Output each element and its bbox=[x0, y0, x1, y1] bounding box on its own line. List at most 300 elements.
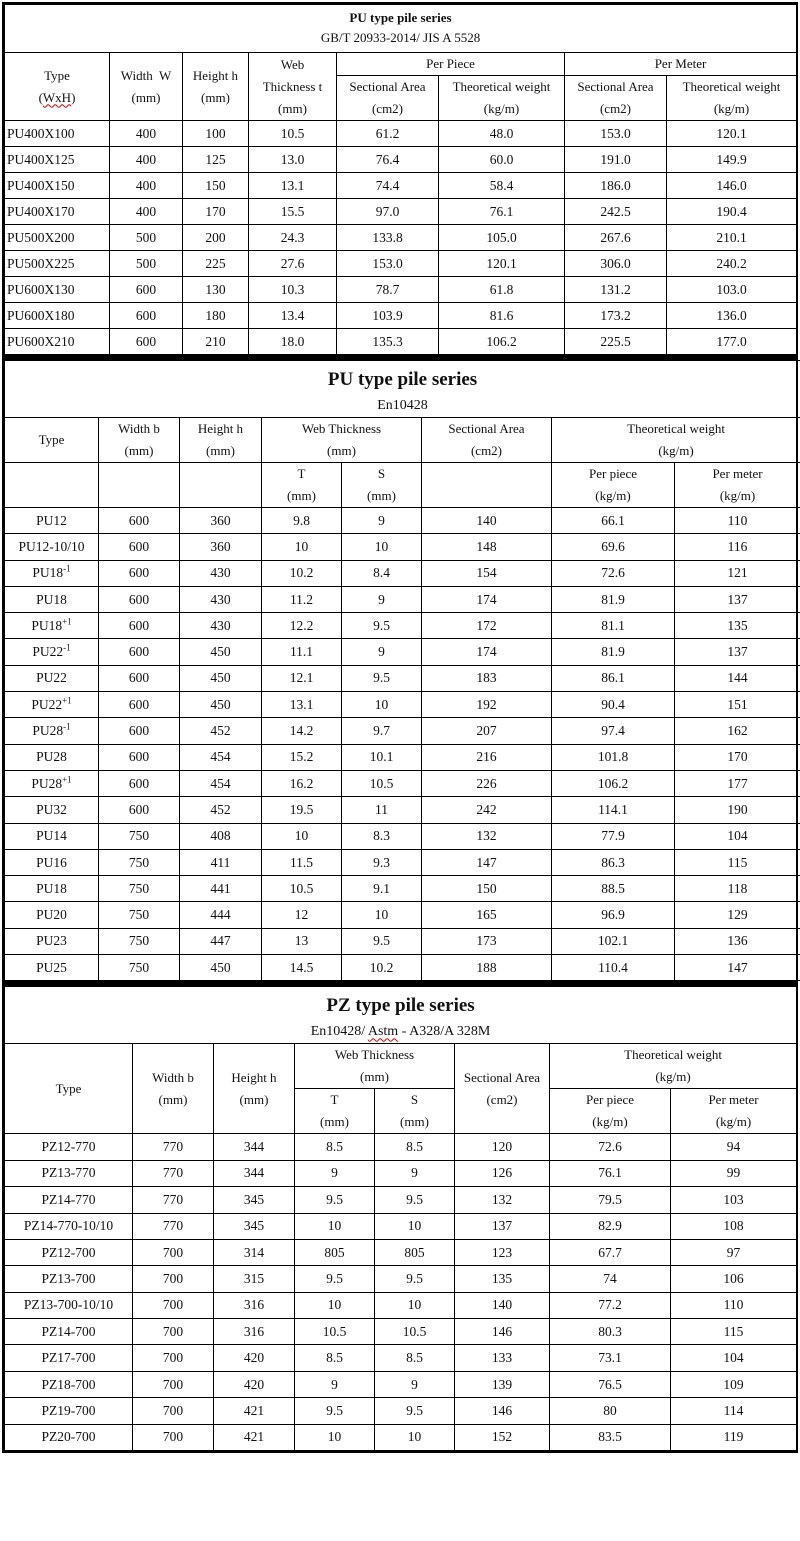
header-S-unit: (mm) bbox=[367, 488, 396, 503]
header-theo-label: Theoretical weight bbox=[682, 79, 781, 94]
table-row bbox=[5, 1160, 797, 1186]
cell-web-T: 9.8 bbox=[262, 508, 342, 534]
table-row bbox=[5, 1398, 797, 1424]
cell-width: 600 bbox=[99, 744, 180, 770]
cell-type-text: PU22 bbox=[31, 696, 63, 712]
header-type: Type bbox=[5, 418, 99, 463]
cell-web-thickness: 27.6 bbox=[249, 251, 337, 277]
header-web-thickness bbox=[249, 53, 337, 121]
cell-per-piece: 110.4 bbox=[552, 955, 675, 981]
cell-type: PU400X170 bbox=[5, 199, 110, 225]
header-width bbox=[110, 53, 183, 121]
cell-type-text: PU18 bbox=[31, 617, 63, 633]
cell-sect-area: 172 bbox=[422, 613, 552, 639]
header-T-label: T bbox=[330, 1092, 339, 1108]
header-sect-unit: (cm2) bbox=[470, 443, 503, 458]
cell-web-S: 10.5 bbox=[375, 1319, 455, 1345]
cell-sect-area: 165 bbox=[422, 902, 552, 928]
cell-width: 400 bbox=[110, 121, 183, 147]
cell-per-meter: 115 bbox=[675, 849, 800, 875]
cell-per-piece: 66.1 bbox=[552, 508, 675, 534]
cell-per-piece: 81.9 bbox=[552, 639, 675, 665]
cell-sect-area: 132 bbox=[422, 823, 552, 849]
cell-web-T: 14.5 bbox=[262, 955, 342, 981]
cell-sect-area: 152 bbox=[455, 1424, 550, 1450]
cell-meter-sect-area: 186.0 bbox=[565, 173, 667, 199]
cell-height: 125 bbox=[183, 147, 249, 173]
header-blank bbox=[422, 463, 552, 508]
cell-web-thickness: 13.4 bbox=[249, 303, 337, 329]
cell-per-meter: 170 bbox=[675, 744, 800, 770]
cell-type-superscript: -1 bbox=[63, 563, 71, 574]
cell-type: PU400X125 bbox=[5, 147, 110, 173]
cell-type-text: PU28 bbox=[32, 723, 64, 739]
cell-type-text: PU22 bbox=[32, 644, 64, 660]
header-height-label: Height h bbox=[231, 1069, 277, 1085]
header-piece-sect-area bbox=[337, 76, 439, 121]
header-theo-weight bbox=[552, 418, 800, 463]
cell-sect-area: 174 bbox=[422, 639, 552, 665]
cell-per-meter: 144 bbox=[675, 665, 800, 691]
table-row bbox=[5, 955, 800, 981]
cell-piece-theo-weight: 58.4 bbox=[439, 173, 565, 199]
cell-web-S: 10 bbox=[375, 1213, 455, 1239]
cell-type bbox=[5, 692, 99, 718]
table-row bbox=[5, 560, 800, 586]
cell-type-superscript: -1 bbox=[63, 721, 71, 732]
cell-height: 441 bbox=[180, 876, 262, 902]
table-row bbox=[5, 508, 800, 534]
cell-height: 200 bbox=[183, 225, 249, 251]
header-height-label: Height h bbox=[197, 421, 244, 436]
cell-type: PU400X100 bbox=[5, 121, 110, 147]
cell-piece-sect-area: 153.0 bbox=[337, 251, 439, 277]
cell-width: 600 bbox=[99, 560, 180, 586]
cell-width: 600 bbox=[110, 277, 183, 303]
cell-web-S: 10 bbox=[342, 902, 422, 928]
cell-web-thickness: 10.3 bbox=[249, 277, 337, 303]
title-standard-part: En10428/ bbox=[310, 1024, 368, 1040]
cell-piece-theo-weight: 106.2 bbox=[439, 329, 565, 355]
cell-per-meter: 162 bbox=[675, 718, 800, 744]
cell-type: PZ14-700 bbox=[5, 1319, 133, 1345]
cell-per-meter: 108 bbox=[671, 1213, 797, 1239]
header-height bbox=[214, 1044, 295, 1134]
header-per-meter bbox=[671, 1089, 797, 1134]
cell-web-S: 9 bbox=[342, 508, 422, 534]
cell-type: PZ12-770 bbox=[5, 1134, 133, 1160]
table-row bbox=[5, 1187, 797, 1213]
cell-web-T: 10.5 bbox=[295, 1319, 375, 1345]
cell-piece-theo-weight: 105.0 bbox=[439, 225, 565, 251]
cell-type-text: PU28 bbox=[36, 749, 67, 765]
cell-width: 750 bbox=[99, 823, 180, 849]
table-row bbox=[5, 692, 800, 718]
cell-sect-area: 135 bbox=[455, 1266, 550, 1292]
header-theo-unit: (kg/m) bbox=[713, 101, 750, 116]
table-row bbox=[5, 1134, 797, 1160]
header-per-piece bbox=[552, 463, 675, 508]
cell-type-text: PU18 bbox=[32, 565, 64, 581]
header-S bbox=[375, 1089, 455, 1134]
cell-sect-area: 147 bbox=[422, 849, 552, 875]
cell-web-T: 10.5 bbox=[262, 876, 342, 902]
table-row bbox=[5, 277, 797, 303]
header-T bbox=[262, 463, 342, 508]
header-meter-theo-weight bbox=[667, 76, 797, 121]
cell-type-text: PU12-10/10 bbox=[18, 538, 85, 554]
cell-web-S: 9.5 bbox=[375, 1187, 455, 1213]
cell-width: 600 bbox=[99, 613, 180, 639]
cell-per-meter: 106 bbox=[671, 1266, 797, 1292]
cell-height: 360 bbox=[180, 534, 262, 560]
cell-web-T: 9.5 bbox=[295, 1266, 375, 1292]
cell-type: PZ18-700 bbox=[5, 1371, 133, 1397]
title-main: PU type pile series bbox=[327, 369, 478, 390]
header-piece-theo-weight bbox=[439, 76, 565, 121]
cell-height: 454 bbox=[180, 744, 262, 770]
cell-web-S: 9.5 bbox=[342, 665, 422, 691]
cell-web-S: 9 bbox=[375, 1371, 455, 1397]
cell-per-piece: 77.2 bbox=[550, 1292, 671, 1318]
cell-meter-sect-area: 153.0 bbox=[565, 121, 667, 147]
cell-height: 411 bbox=[180, 849, 262, 875]
cell-web-thickness: 13.1 bbox=[249, 173, 337, 199]
header-web-label: Web Thickness bbox=[301, 421, 382, 436]
header-sect-label: Sectional Area bbox=[577, 79, 654, 94]
cell-type bbox=[5, 665, 99, 691]
cell-width: 750 bbox=[99, 849, 180, 875]
cell-piece-theo-weight: 120.1 bbox=[439, 251, 565, 277]
cell-per-piece: 79.5 bbox=[550, 1187, 671, 1213]
cell-sect-area: 173 bbox=[422, 928, 552, 954]
cell-width: 500 bbox=[110, 225, 183, 251]
header-per-meter-unit: (kg/m) bbox=[715, 1114, 752, 1130]
header-meter-sect-area bbox=[565, 76, 667, 121]
cell-type: PU600X180 bbox=[5, 303, 110, 329]
header-type-sub: (WxH) bbox=[38, 89, 76, 105]
cell-piece-sect-area: 133.8 bbox=[337, 225, 439, 251]
header-width-unit: (mm) bbox=[131, 89, 161, 105]
cell-sect-area: 140 bbox=[455, 1292, 550, 1318]
cell-sect-area: 133 bbox=[455, 1345, 550, 1371]
table-row bbox=[5, 199, 797, 225]
title-standard: GB/T 20933-2014/ JIS A 5528 bbox=[320, 30, 481, 45]
cell-height: 450 bbox=[180, 955, 262, 981]
cell-web-T: 9 bbox=[295, 1371, 375, 1397]
cell-height: 316 bbox=[214, 1319, 295, 1345]
table-row bbox=[5, 928, 800, 954]
cell-web-T: 10.2 bbox=[262, 560, 342, 586]
table-body bbox=[5, 1134, 797, 1451]
cell-meter-theo-weight: 103.0 bbox=[667, 277, 797, 303]
header-per-piece-unit: (kg/m) bbox=[595, 488, 631, 503]
cell-piece-theo-weight: 48.0 bbox=[439, 121, 565, 147]
header-theo-label: Theoretical weight bbox=[452, 79, 551, 94]
header-per-meter-label: Per meter bbox=[708, 1092, 759, 1108]
table-row bbox=[5, 613, 800, 639]
cell-sect-area: 207 bbox=[422, 718, 552, 744]
table-row bbox=[5, 534, 800, 560]
cell-width: 400 bbox=[110, 173, 183, 199]
cell-piece-sect-area: 103.9 bbox=[337, 303, 439, 329]
cell-type: PZ13-770 bbox=[5, 1160, 133, 1186]
cell-width: 400 bbox=[110, 199, 183, 225]
cell-height: 100 bbox=[183, 121, 249, 147]
cell-type-superscript: -1 bbox=[63, 642, 71, 653]
cell-piece-theo-weight: 81.6 bbox=[439, 303, 565, 329]
header-T-unit: (mm) bbox=[320, 1114, 349, 1130]
cell-per-meter: 104 bbox=[671, 1345, 797, 1371]
cell-type: PZ17-700 bbox=[5, 1345, 133, 1371]
cell-per-piece: 77.9 bbox=[552, 823, 675, 849]
table-row bbox=[5, 1371, 797, 1397]
header-width-label: Width W bbox=[120, 67, 172, 83]
cell-height: 180 bbox=[183, 303, 249, 329]
cell-piece-sect-area: 61.2 bbox=[337, 121, 439, 147]
cell-per-meter: 110 bbox=[675, 508, 800, 534]
cell-web-thickness: 13.0 bbox=[249, 147, 337, 173]
cell-web-S: 8.5 bbox=[375, 1134, 455, 1160]
cell-type-superscript: +1 bbox=[62, 774, 72, 785]
cell-height: 421 bbox=[214, 1424, 295, 1450]
cell-type-superscript: +1 bbox=[62, 695, 72, 706]
cell-type bbox=[5, 797, 99, 823]
table-row bbox=[5, 770, 800, 796]
cell-per-piece: 72.6 bbox=[550, 1134, 671, 1160]
cell-web-T: 10 bbox=[262, 534, 342, 560]
cell-piece-sect-area: 78.7 bbox=[337, 277, 439, 303]
cell-sect-area: 123 bbox=[455, 1239, 550, 1265]
header-per-piece-label: Per piece bbox=[585, 1092, 634, 1108]
cell-sect-area: 192 bbox=[422, 692, 552, 718]
header-height bbox=[180, 418, 262, 463]
cell-type bbox=[5, 613, 99, 639]
cell-meter-theo-weight: 120.1 bbox=[667, 121, 797, 147]
cell-height: 430 bbox=[180, 613, 262, 639]
cell-per-meter: 121 bbox=[675, 560, 800, 586]
table-row bbox=[5, 586, 800, 612]
cell-type-text: PU16 bbox=[36, 854, 67, 870]
cell-height: 452 bbox=[180, 797, 262, 823]
cell-web-thickness: 10.5 bbox=[249, 121, 337, 147]
cell-web-T: 14.2 bbox=[262, 718, 342, 744]
cell-web-T: 11.2 bbox=[262, 586, 342, 612]
table-row bbox=[5, 797, 800, 823]
cell-type: PZ13-700-10/10 bbox=[5, 1292, 133, 1318]
cell-web-S: 10 bbox=[375, 1424, 455, 1450]
title-main: PZ type pile series bbox=[326, 995, 475, 1017]
cell-web-S: 10.5 bbox=[342, 770, 422, 796]
cell-type bbox=[5, 876, 99, 902]
cell-web-T: 16.2 bbox=[262, 770, 342, 796]
title-standard-part: Astm bbox=[367, 1024, 399, 1040]
cell-per-piece: 83.5 bbox=[550, 1424, 671, 1450]
cell-type bbox=[5, 744, 99, 770]
cell-height: 450 bbox=[180, 639, 262, 665]
cell-per-piece: 81.9 bbox=[552, 586, 675, 612]
table-body bbox=[5, 121, 797, 355]
cell-per-piece: 90.4 bbox=[552, 692, 675, 718]
cell-height: 450 bbox=[180, 665, 262, 691]
cell-web-S: 9.5 bbox=[342, 613, 422, 639]
table-row bbox=[5, 1213, 797, 1239]
cell-web-S: 9 bbox=[342, 639, 422, 665]
cell-type-text: PU25 bbox=[36, 959, 67, 975]
header-sect-area bbox=[455, 1044, 550, 1134]
header-blank bbox=[99, 463, 180, 508]
cell-per-piece: 96.9 bbox=[552, 902, 675, 928]
cell-type: PU600X130 bbox=[5, 277, 110, 303]
header-web-unit: (mm) bbox=[360, 1069, 389, 1085]
header-blank bbox=[5, 463, 99, 508]
header-width-unit: (mm) bbox=[158, 1091, 188, 1107]
header-sect-label: Sectional Area bbox=[448, 421, 525, 436]
cell-meter-theo-weight: 210.1 bbox=[667, 225, 797, 251]
cell-height: 420 bbox=[214, 1371, 295, 1397]
cell-height: 420 bbox=[214, 1345, 295, 1371]
cell-web-S: 8.5 bbox=[375, 1345, 455, 1371]
cell-web-T: 9.5 bbox=[295, 1187, 375, 1213]
cell-web-T: 13.1 bbox=[262, 692, 342, 718]
cell-web-thickness: 18.0 bbox=[249, 329, 337, 355]
header-width bbox=[99, 418, 180, 463]
table-row bbox=[5, 251, 797, 277]
table-body bbox=[5, 508, 800, 981]
table-row bbox=[5, 1239, 797, 1265]
table-row bbox=[5, 639, 800, 665]
cell-piece-theo-weight: 76.1 bbox=[439, 199, 565, 225]
cell-per-meter: 114 bbox=[671, 1398, 797, 1424]
table-row bbox=[5, 744, 800, 770]
cell-web-S: 10.2 bbox=[342, 955, 422, 981]
cell-meter-sect-area: 131.2 bbox=[565, 277, 667, 303]
cell-web-T: 9.5 bbox=[295, 1398, 375, 1424]
cell-width: 600 bbox=[99, 639, 180, 665]
cell-type: PU500X200 bbox=[5, 225, 110, 251]
table-title bbox=[5, 5, 797, 53]
cell-sect-area: 188 bbox=[422, 955, 552, 981]
cell-web-T: 15.2 bbox=[262, 744, 342, 770]
header-height bbox=[183, 53, 249, 121]
cell-type bbox=[5, 718, 99, 744]
cell-height: 314 bbox=[214, 1239, 295, 1265]
table-row bbox=[5, 1292, 797, 1318]
cell-width: 700 bbox=[133, 1266, 214, 1292]
table-pz-en10428 bbox=[2, 983, 798, 1453]
cell-type: PU400X150 bbox=[5, 173, 110, 199]
cell-sect-area: 242 bbox=[422, 797, 552, 823]
header-type-label: Type bbox=[44, 67, 70, 83]
header-height-unit: (mm) bbox=[206, 443, 235, 458]
cell-height: 450 bbox=[180, 692, 262, 718]
cell-type: PZ20-700 bbox=[5, 1424, 133, 1450]
cell-meter-theo-weight: 240.2 bbox=[667, 251, 797, 277]
cell-per-piece: 80 bbox=[550, 1398, 671, 1424]
cell-type-text: PU28 bbox=[31, 775, 63, 791]
header-per-piece-unit: (kg/m) bbox=[592, 1114, 628, 1130]
cell-type bbox=[5, 508, 99, 534]
cell-width: 600 bbox=[99, 586, 180, 612]
cell-width: 600 bbox=[99, 692, 180, 718]
header-theo-weight bbox=[550, 1044, 797, 1089]
header-height-label: Height h bbox=[192, 67, 239, 83]
header-per-piece bbox=[550, 1089, 671, 1134]
cell-web-S: 10 bbox=[342, 534, 422, 560]
cell-per-meter: 135 bbox=[675, 613, 800, 639]
cell-web-T: 12.1 bbox=[262, 665, 342, 691]
cell-height: 360 bbox=[180, 508, 262, 534]
header-width-label: Width b bbox=[152, 1069, 194, 1085]
cell-per-piece: 72.6 bbox=[552, 560, 675, 586]
table-row bbox=[5, 147, 797, 173]
cell-height: 345 bbox=[214, 1187, 295, 1213]
cell-web-S: 10 bbox=[375, 1292, 455, 1318]
header-T-unit: (mm) bbox=[287, 488, 316, 503]
cell-type-text: PU32 bbox=[36, 801, 67, 817]
header-S-label: S bbox=[377, 466, 386, 481]
cell-web-S: 9.5 bbox=[375, 1398, 455, 1424]
cell-web-T: 8.5 bbox=[295, 1345, 375, 1371]
header-width bbox=[133, 1044, 214, 1134]
cell-type-text: PU12 bbox=[36, 512, 67, 528]
cell-meter-sect-area: 306.0 bbox=[565, 251, 667, 277]
cell-sect-area: 132 bbox=[455, 1187, 550, 1213]
cell-per-piece: 74 bbox=[550, 1266, 671, 1292]
table-row bbox=[5, 902, 800, 928]
table-row bbox=[5, 1424, 797, 1450]
table-title bbox=[5, 361, 800, 418]
header-type-sub-text: WxH bbox=[42, 89, 72, 105]
cell-height: 430 bbox=[180, 560, 262, 586]
cell-height: 210 bbox=[183, 329, 249, 355]
cell-piece-theo-weight: 60.0 bbox=[439, 147, 565, 173]
cell-width: 600 bbox=[99, 534, 180, 560]
cell-web-S: 10 bbox=[342, 692, 422, 718]
cell-width: 700 bbox=[133, 1424, 214, 1450]
cell-per-piece: 106.2 bbox=[552, 770, 675, 796]
cell-web-T: 10 bbox=[295, 1424, 375, 1450]
cell-type: PZ13-700 bbox=[5, 1266, 133, 1292]
header-sect-label: Sectional Area bbox=[349, 79, 426, 94]
cell-height: 421 bbox=[214, 1398, 295, 1424]
cell-meter-sect-area: 242.5 bbox=[565, 199, 667, 225]
header-blank bbox=[180, 463, 262, 508]
cell-sect-area: 146 bbox=[455, 1319, 550, 1345]
cell-height: 430 bbox=[180, 586, 262, 612]
cell-height: 408 bbox=[180, 823, 262, 849]
cell-type bbox=[5, 823, 99, 849]
cell-web-S: 9.5 bbox=[342, 928, 422, 954]
cell-sect-area: 148 bbox=[422, 534, 552, 560]
cell-per-meter: 99 bbox=[671, 1160, 797, 1186]
cell-width: 700 bbox=[133, 1398, 214, 1424]
header-sect-unit: (cm2) bbox=[599, 101, 632, 116]
cell-piece-sect-area: 74.4 bbox=[337, 173, 439, 199]
cell-per-piece: 86.3 bbox=[552, 849, 675, 875]
cell-web-S: 9.5 bbox=[375, 1266, 455, 1292]
header-per-meter-unit: (kg/m) bbox=[719, 488, 756, 503]
cell-meter-sect-area: 225.5 bbox=[565, 329, 667, 355]
cell-per-meter: 147 bbox=[675, 955, 800, 981]
cell-web-T: 19.5 bbox=[262, 797, 342, 823]
header-width-label: Width b bbox=[118, 421, 160, 436]
cell-width: 750 bbox=[99, 955, 180, 981]
cell-width: 700 bbox=[133, 1371, 214, 1397]
cell-height: 225 bbox=[183, 251, 249, 277]
table-row bbox=[5, 876, 800, 902]
table-row bbox=[5, 329, 797, 355]
